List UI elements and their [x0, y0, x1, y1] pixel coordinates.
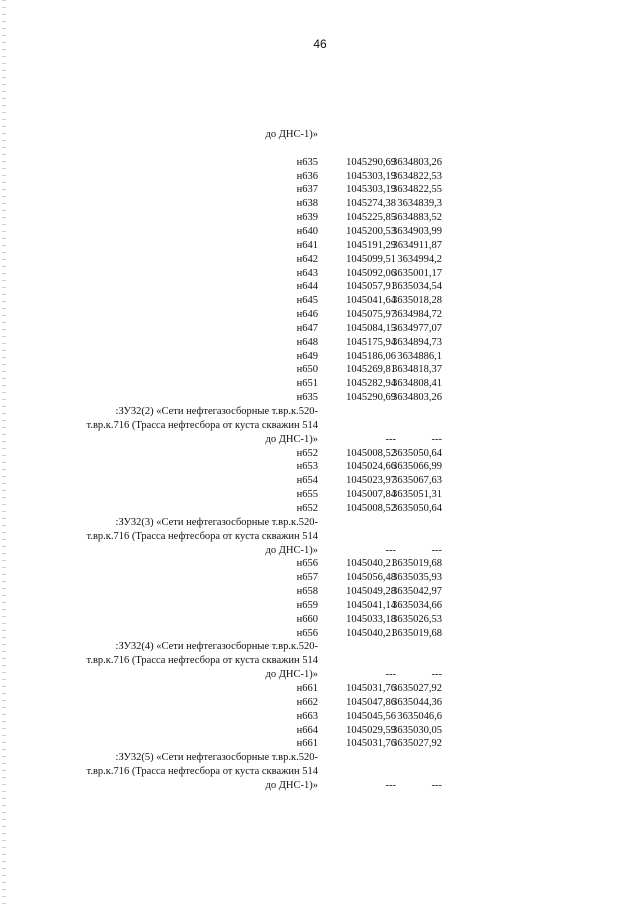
x-coordinate: 1045200,53 [346, 225, 396, 237]
x-coordinate: 1045225,85 [346, 212, 396, 224]
point-label: н639 [296, 212, 318, 224]
x-coordinate: 1045303,19 [346, 170, 396, 182]
x-coordinate: 1045186,06 [346, 350, 396, 362]
point-label: н660 [296, 613, 318, 625]
table-row [0, 197, 640, 211]
x-coordinate: 1045040,21 [346, 558, 396, 570]
table-row [0, 668, 640, 682]
y-coordinate: 3635066,99 [392, 461, 442, 473]
table-row [0, 405, 640, 419]
y-coordinate: 3634822,53 [392, 170, 442, 182]
x-coordinate: --- [385, 433, 396, 445]
y-coordinate: 3634984,72 [392, 309, 442, 320]
point-label: н662 [296, 696, 318, 708]
y-coordinate: 3635019,68 [392, 627, 442, 639]
x-coordinate: 1045040,21 [346, 627, 396, 639]
point-label: н658 [296, 586, 318, 597]
point-label: н652 [296, 502, 318, 514]
point-label: н641 [296, 239, 318, 251]
point-label: н637 [296, 184, 318, 196]
table-row [0, 460, 640, 474]
table-row [0, 654, 640, 668]
table-row [0, 516, 640, 530]
point-label: :ЗУ32(5) «Сети нефтегазосборные т.вр.к.520- [115, 752, 318, 764]
table-row [0, 585, 640, 599]
y-coordinate: 3634894,73 [392, 336, 442, 348]
point-label: н654 [296, 475, 318, 487]
point-label: до ДНС-1)» [265, 433, 318, 445]
point-label: н659 [296, 599, 318, 611]
x-coordinate: 1045049,28 [346, 586, 396, 597]
x-coordinate: 1045274,38 [346, 198, 396, 210]
y-coordinate: 3635044,36 [392, 696, 442, 708]
point-label: т.вр.к.716 (Трасса нефтесбора от куста скважин 514 [86, 766, 318, 778]
table-row [0, 765, 640, 779]
y-coordinate: 3635019,68 [392, 558, 442, 570]
point-label: н656 [296, 627, 318, 639]
table-row [0, 682, 640, 696]
y-coordinate: --- [431, 544, 442, 556]
x-coordinate: 1045290,69 [346, 392, 396, 404]
x-coordinate: 1045290,69 [346, 156, 396, 168]
x-coordinate: 1045008,52 [346, 447, 396, 459]
table-row [0, 294, 640, 308]
table-row [0, 377, 640, 391]
table-row [0, 253, 640, 267]
table-row [0, 350, 640, 364]
point-label: до ДНС-1)» [265, 129, 318, 140]
table-row [0, 502, 640, 516]
table-row [0, 170, 640, 184]
table-row [0, 696, 640, 710]
point-label: н647 [296, 322, 318, 334]
table-row [0, 183, 640, 197]
table-row [0, 211, 640, 225]
table-row [0, 336, 640, 350]
x-coordinate: 1045031,76 [346, 738, 396, 750]
y-coordinate: 3635027,92 [392, 738, 442, 750]
point-label: т.вр.к.716 (Трасса нефтесбора от куста скважин 514 [86, 530, 318, 542]
y-coordinate: 3635035,93 [392, 572, 442, 584]
table-row [0, 544, 640, 558]
y-coordinate: 3635018,28 [392, 295, 442, 307]
x-coordinate: 1045303,19 [346, 184, 396, 196]
table-row [0, 419, 640, 433]
point-label: н664 [296, 724, 318, 736]
y-coordinate: 3635067,63 [392, 475, 442, 487]
table-row [0, 308, 640, 322]
table-row [0, 267, 640, 281]
point-label: н657 [296, 572, 318, 584]
point-label: н636 [296, 170, 318, 182]
point-label: н650 [296, 364, 318, 376]
x-coordinate: 1045057,91 [346, 281, 396, 293]
y-coordinate: 3634994,2 [397, 253, 442, 265]
y-coordinate: 3634903,99 [392, 225, 442, 237]
point-label: н655 [296, 489, 318, 501]
x-coordinate: 1045033,18 [346, 613, 396, 625]
y-coordinate: 3634883,52 [392, 212, 442, 224]
point-label: до ДНС-1)» [265, 544, 318, 556]
y-coordinate: 3634808,41 [392, 378, 442, 390]
y-coordinate: 3635027,92 [392, 683, 442, 694]
x-coordinate: --- [385, 544, 396, 556]
point-label: :ЗУ32(3) «Сети нефтегазосборные т.вр.к.520- [115, 516, 318, 528]
x-coordinate: 1045029,59 [346, 724, 396, 736]
point-label: н635 [296, 392, 318, 404]
point-label: до ДНС-1)» [265, 669, 318, 681]
y-coordinate: 3635042,97 [392, 586, 442, 597]
y-coordinate: 3634911,87 [392, 239, 442, 251]
x-coordinate: 1045175,94 [346, 336, 396, 348]
x-coordinate: 1045191,29 [346, 239, 396, 251]
y-coordinate: 3634886,1 [397, 350, 442, 362]
y-coordinate: 3635034,66 [392, 599, 442, 611]
x-coordinate: 1045008,52 [346, 502, 396, 514]
y-coordinate: 3635026,53 [392, 613, 442, 625]
point-label: н661 [296, 738, 318, 750]
point-label: н642 [296, 253, 318, 265]
x-coordinate: 1045269,81 [346, 364, 396, 376]
x-coordinate: 1045024,66 [346, 461, 396, 473]
table-row [0, 779, 640, 793]
point-label: н649 [296, 350, 318, 362]
point-label: н638 [296, 198, 318, 210]
x-coordinate: --- [385, 669, 396, 681]
y-coordinate: 3635001,17 [392, 267, 442, 279]
point-label: н656 [296, 558, 318, 570]
point-label: н635 [296, 156, 318, 168]
table-row [0, 447, 640, 461]
point-label: :ЗУ32(4) «Сети нефтегазосборные т.вр.к.520- [115, 641, 318, 653]
y-coordinate: 3634839,3 [397, 198, 442, 210]
table-row [0, 737, 640, 751]
y-coordinate: 3634977,07 [392, 322, 442, 334]
x-coordinate: 1045023,97 [346, 475, 396, 487]
point-label: н645 [296, 295, 318, 307]
table-row [0, 530, 640, 544]
x-coordinate: 1045031,76 [346, 683, 396, 694]
y-coordinate: 3634803,26 [392, 392, 442, 404]
x-coordinate: 1045041,14 [346, 599, 396, 611]
point-label: т.вр.к.716 (Трасса нефтесбора от куста скважин 514 [86, 655, 318, 667]
table-row [0, 363, 640, 377]
point-label: т.вр.к.716 (Трасса нефтесбора от куста скважин 514 [86, 419, 318, 431]
x-coordinate: 1045045,56 [346, 710, 396, 722]
point-label: н661 [296, 683, 318, 694]
y-coordinate: 3635030,05 [392, 724, 442, 736]
x-coordinate: 1045047,86 [346, 696, 396, 708]
point-label: н644 [296, 281, 318, 293]
table-row [0, 156, 640, 170]
table-row [0, 488, 640, 502]
table-row [0, 751, 640, 765]
table-row [0, 239, 640, 253]
table-row [0, 474, 640, 488]
table-row [0, 142, 640, 156]
y-coordinate: 3634822,55 [392, 184, 442, 196]
y-coordinate: --- [431, 669, 442, 681]
table-row [0, 128, 640, 142]
x-coordinate: 1045056,48 [346, 572, 396, 584]
table-row [0, 640, 640, 654]
table-row [0, 280, 640, 294]
table-row [0, 599, 640, 613]
y-coordinate: 3635046,6 [397, 710, 442, 722]
table-row [0, 627, 640, 641]
table-row [0, 433, 640, 447]
point-label: :ЗУ32(2) «Сети нефтегазосборные т.вр.к.520- [115, 406, 318, 417]
table-row [0, 225, 640, 239]
y-coordinate: 3634803,26 [392, 156, 442, 168]
x-coordinate: 1045282,94 [346, 378, 396, 390]
x-coordinate: 1045041,64 [346, 295, 396, 307]
table-row [0, 322, 640, 336]
point-label: н663 [296, 710, 318, 722]
point-label: н652 [296, 447, 318, 459]
page-number: 46 [313, 37, 327, 51]
x-coordinate: 1045099,51 [346, 253, 396, 265]
y-coordinate: --- [431, 779, 442, 791]
y-coordinate: 3635034,54 [392, 281, 442, 293]
table-row [0, 724, 640, 738]
x-coordinate: 1045075,97 [346, 309, 396, 320]
table-row [0, 710, 640, 724]
point-label: до ДНС-1)» [265, 779, 318, 791]
y-coordinate: 3635051,31 [392, 489, 442, 501]
x-coordinate: 1045007,84 [346, 489, 396, 501]
x-coordinate: 1045084,15 [346, 322, 396, 334]
point-label: н640 [296, 225, 318, 237]
table-row [0, 391, 640, 405]
x-coordinate: --- [385, 779, 396, 791]
point-label: н651 [296, 378, 318, 390]
table-row [0, 557, 640, 571]
y-coordinate: 3634818,37 [392, 364, 442, 376]
point-label: н646 [296, 309, 318, 320]
y-coordinate: --- [431, 433, 442, 445]
point-label: н653 [296, 461, 318, 473]
table-row [0, 571, 640, 585]
point-label: н648 [296, 336, 318, 348]
y-coordinate: 3635050,64 [392, 447, 442, 459]
x-coordinate: 1045092,06 [346, 267, 396, 279]
point-label: н643 [296, 267, 318, 279]
table-row [0, 613, 640, 627]
y-coordinate: 3635050,64 [392, 502, 442, 514]
